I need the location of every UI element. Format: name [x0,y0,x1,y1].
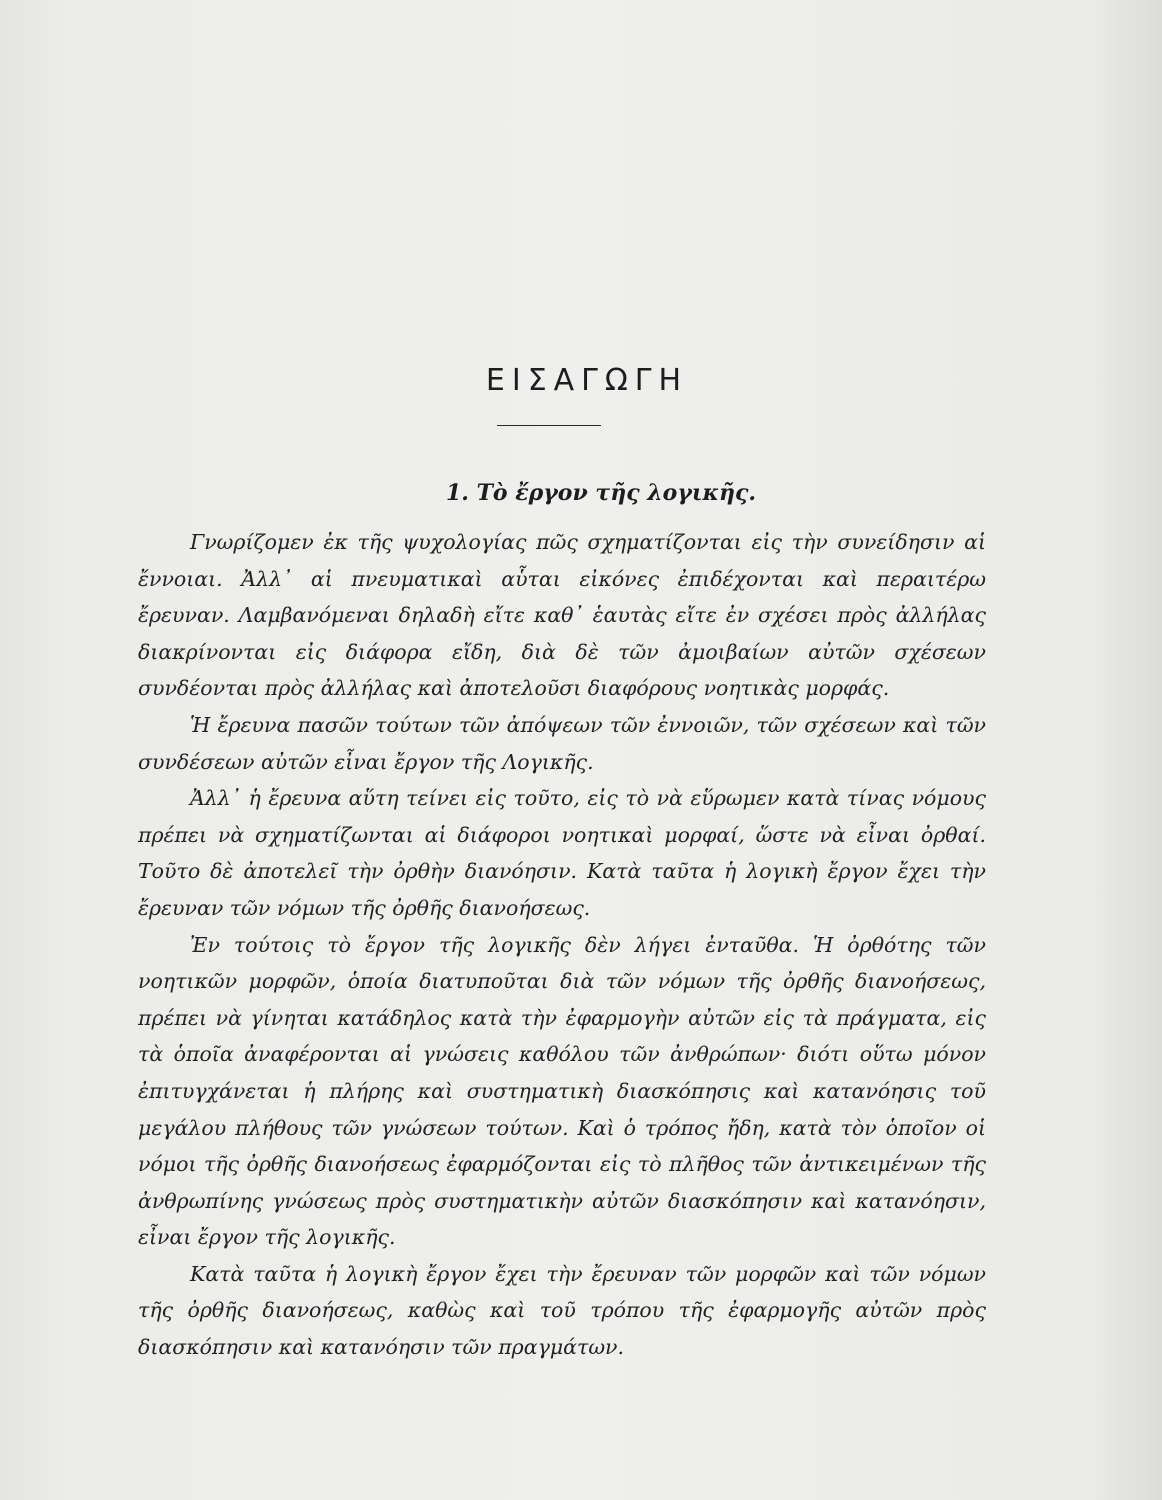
paragraph-4: Ἐν τούτοις τὸ ἔργον τῆς λογικῆς δὲν λήγει ἐνταῦθα. Ἡ ὀρθότης τῶν νοητικῶν μορφῶν, ὁποία διατυποῦται διὰ τῶν νόμων τῆς ὀρθῆς διανοήσεως, πρέπει νὰ γίνηται κατάδηλος κατὰ τὴν ἐφαρμογὴν αὐτῶν εἰς τὰ πράγματα, εἰς τὰ ὁποῖα ἀναφέρονται αἱ γνώσεις καθόλου τῶν ἀνθρώπων· διότι οὕτω μόνον ἐπιτυγχάνεται ἡ πλήρης καὶ συστηματικὴ διασκόπησις καὶ κατανόησις τοῦ μεγάλου πλήθους τῶν γνώσεων τούτων. Καὶ ὁ τρόπος ἤδη, κατὰ τὸν ὁποῖον οἱ νόμοι τῆς ὀρθῆς διανοήσεως ἐφαρμόζονται εἰς τὸ πλῆθος τῶν ἀντικειμένων τῆς ἀνθρωπίνης γνώσεως πρὸς συστηματικὴν αὐτῶν διασκόπησιν καὶ κατανόησιν, εἶναι ἔργον τῆς λογικῆς. [138,932,986,1250]
paragraph-3: Ἀλλ᾽ ἡ ἔρευνα αὕτη τείνει εἰς τοῦτο, εἰς τὸ νὰ εὕρωμεν κατὰ τίνας νόμους πρέπει νὰ σχηματίζωνται αἱ διάφοροι νοητικαὶ μορφαί, ὥστε νὰ εἶναι ὀρθαί. Τοῦτο δὲ ἀποτελεῖ τὴν ὀρθὴν διανόησιν. Κατὰ ταῦτα ἡ λογικὴ ἔργον ἔχει τὴν ἔρευναν τῶν νόμων τῆς ὀρθῆς διανοήσεως. [138,786,986,920]
chapter-title: ΕΙΣΑΓΩΓΗ [485,363,689,399]
paragraph-1: Γνωρίζομεν ἐκ τῆς ψυχολογίας πῶς σχηματίζονται εἰς τὴν συνείδησιν αἱ ἔννοιαι. Ἀλλ᾽ αἱ πνευματικαὶ αὗται εἰκόνες ἐπιδέχονται καὶ περαιτέρω ἔρευναν. Λαμβανόμεναι δηλαδὴ εἴτε καθ᾽ ἑαυτὰς εἴτε ἐν σχέσει πρὸς ἀλλήλας διακρίνονται εἰς διάφορα εἴδη, διὰ δὲ τῶν ἀμοιβαίων αὐτῶν σχέσεων συνδέονται πρὸς ἀλλήλας καὶ ἀποτελοῦσι διαφόρους νοητικὰς μορφάς. [138,530,986,701]
title-divider [497,425,601,426]
paragraph-5: Κατὰ ταῦτα ἡ λογικὴ ἔργον ἔχει τὴν ἔρευναν τῶν μορφῶν καὶ τῶν νόμων τῆς ὀρθῆς διανοήσεως, καθὼς καὶ τοῦ τρόπου τῆς ἐφαρμογῆς αὐτῶν πρὸς διασκόπησιν καὶ κατανόησιν τῶν πραγμάτων. [138,1261,986,1360]
section-heading: 1. Τὸ ἔργον τῆς λογικῆς. [445,480,757,507]
body-text [138,524,986,1366]
paragraph-2: Ἡ ἔρευνα πασῶν τούτων τῶν ἀπόψεων τῶν ἐννοιῶν, τῶν σχέσεων καὶ τῶν συνδέσεων αὐτῶν εἶναι ἔργον τῆς Λογικῆς. [138,712,986,774]
